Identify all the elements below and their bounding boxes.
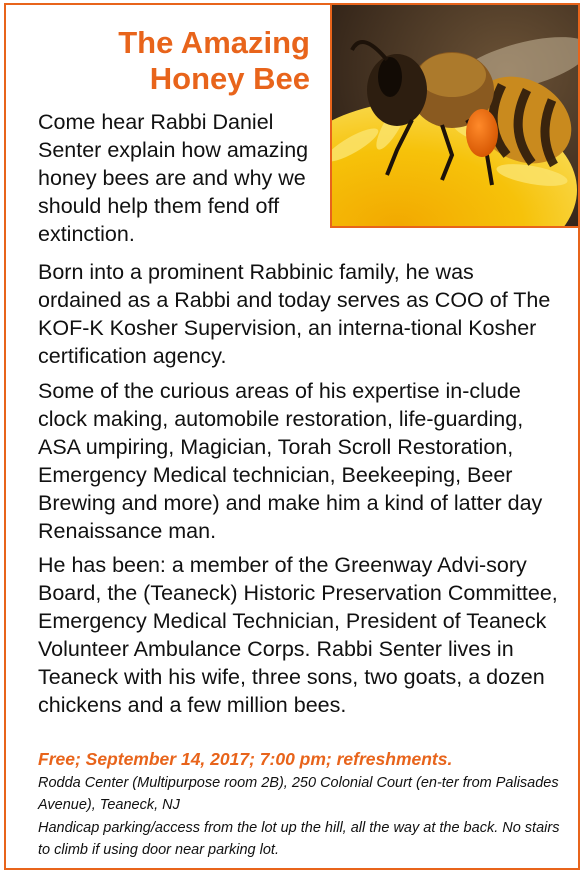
intro-paragraph: Come hear Rabbi Daniel Senter explain how amazing honey bees are and why we should help them fend off extinction. [38, 110, 309, 246]
bio-paragraph-1: Born into a prominent Rabbinic family, he was ordained as a Rabbi and today serves as COO of The KOF-K Kosher Supervision, an interna-tional Kosher certification agency. [38, 260, 551, 368]
title-line-1: The Amazing [118, 25, 310, 60]
page-title [46, 25, 310, 97]
bio-paragraph-3: He has been: a member of the Greenway Advi-sory Board, the (Teaneck) Historic Preservation Committee, Emergency Medical Technician, President of Teaneck Volunteer Ambulance Corps. Rabbi Senter lives in Teaneck with his wife, three sons, two goats, a dozen chickens and a few million bees. [38, 553, 558, 717]
parking-info: Handicap parking/access from the lot up the hill, all the way at the back. No stairs to climb if using door near parking lot. [38, 820, 560, 858]
pollen-shape [466, 109, 498, 157]
honey-bee-illustration [332, 5, 580, 226]
title-line-2: Honey Bee [149, 61, 310, 96]
honey-bee-photo [330, 5, 580, 228]
flyer [4, 3, 580, 870]
bio-paragraph-2: Some of the curious areas of his expertise in-clude clock making, automobile restoration, life-guarding, ASA umpiring, Magician, Torah Scroll Restoration, Emergency Medical technician, Beekeeping, Beer Brewing and more) and make him a kind of latter day Renaissance man. [38, 379, 543, 543]
event-info: Free; September 14, 2017; 7:00 pm; refreshments. [38, 749, 453, 769]
location-info: Rodda Center (Multipurpose room 2B), 250 Colonial Court (en-ter from Palisades Avenue), Teaneck, NJ [38, 775, 559, 813]
